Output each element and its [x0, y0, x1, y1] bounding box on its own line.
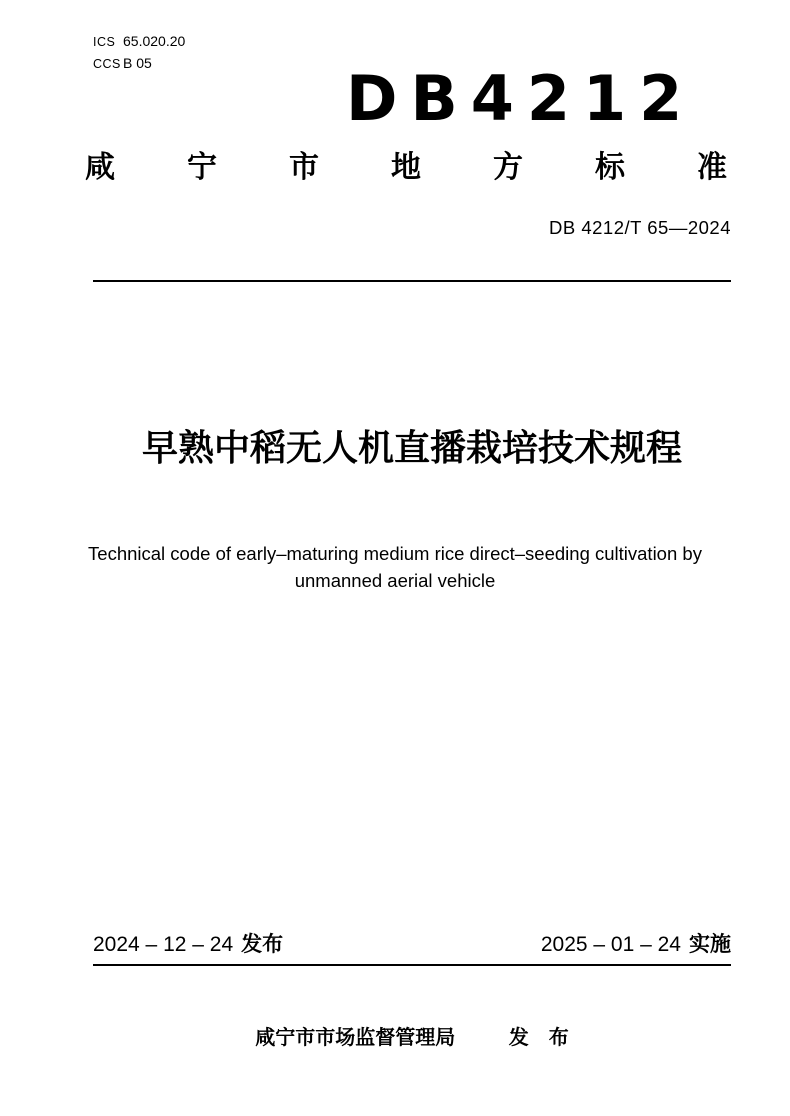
standard-type-heading: 咸 宁 市 地 方 标 准: [85, 151, 727, 184]
header-divider-rule: [93, 280, 731, 282]
document-title-english: [45, 540, 745, 594]
ics-value: 65.020.20: [123, 33, 186, 49]
implement-label: 实施: [689, 933, 731, 956]
document-title-chinese: 早熟中稻无人机直播栽培技术规程: [141, 427, 682, 468]
issue-label: 发布: [241, 933, 284, 956]
ccs-row: [93, 55, 185, 77]
ccs-label: CCS: [93, 57, 121, 71]
implement-date-group: [541, 934, 731, 956]
dates-row: [93, 934, 731, 966]
implement-date: 2025 – 01 – 24: [540, 933, 681, 956]
english-title-line1: Technical code of early–maturing medium rice direct–seeding cultivation by: [88, 543, 702, 564]
publisher-line: [93, 1021, 731, 1050]
classification-block: [93, 33, 185, 77]
issue-date-group: [93, 934, 283, 956]
standard-number: DB 4212/T 65—2024: [549, 217, 731, 238]
ics-row: [93, 33, 185, 55]
ccs-value: B 05: [123, 55, 152, 71]
english-title-line2: unmanned aerial vehicle: [294, 570, 496, 591]
db-standard-logo: DB4212: [346, 62, 696, 135]
publish-label: 发 布: [508, 1027, 569, 1049]
issue-date: 2024 – 12 – 24: [93, 933, 234, 956]
ics-label: ICS: [93, 35, 116, 49]
publisher-name: 咸宁市市场监督管理局: [255, 1027, 456, 1049]
